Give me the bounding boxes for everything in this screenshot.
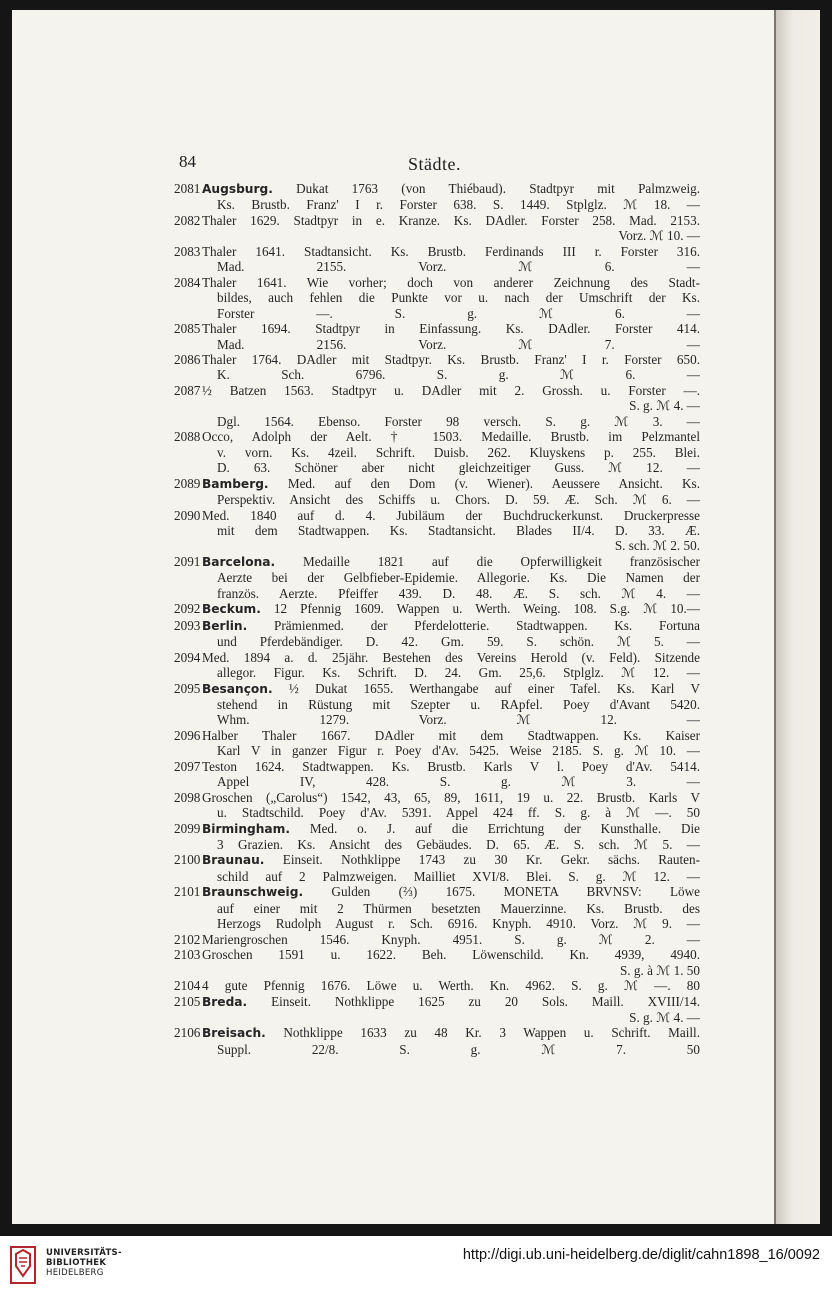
entry-text: Whm. 1279. Vorz. ℳ 12. —	[217, 712, 700, 728]
catalogue-entry	[156, 383, 700, 429]
catalogue-entry	[156, 1025, 700, 1057]
entry-keyword: Augsburg.	[202, 182, 273, 196]
entry-number: 2104	[174, 978, 201, 994]
entry-text: S. g. ℳ 4. —	[629, 398, 700, 414]
entry-line	[202, 901, 700, 916]
entry-line	[202, 743, 700, 758]
entry-line	[202, 697, 700, 712]
entry-line	[202, 805, 700, 820]
entry-text: Med. o. J. auf die Errichtung der Kunsthalle. Die	[309, 820, 700, 836]
entry-line	[202, 869, 700, 884]
entry-line	[202, 759, 700, 774]
entry-text: Medaille 1821 auf die Opferwilligkeit französischer	[302, 553, 700, 569]
entry-text: K. Sch. 6796. S. g. ℳ 6. —	[217, 367, 700, 383]
entry-line	[202, 837, 700, 852]
entry-text: Thaler 1764. DAdler mit Stadtpyr. Ks. Brustb. Franz' I r. Forster 650.	[202, 351, 700, 367]
entry-number: 2090	[174, 507, 201, 523]
entry-number: 2096	[174, 727, 201, 743]
entry-keyword: Barcelona.	[202, 554, 276, 569]
library-name-line: BIBLIOTHEK	[46, 1258, 107, 1268]
catalogue-entry	[156, 321, 700, 352]
entry-number: 2099	[174, 820, 201, 836]
entry-text: Med. 1894 a. d. 25jähr. Bestehen des Vereins Herold (v. Feld). Sitzende	[202, 649, 700, 665]
entry-line	[202, 259, 700, 274]
entry-line	[202, 383, 700, 398]
entry-line	[202, 398, 700, 413]
entry-text: und Pferdebändiger. D. 42. Gm. 59. S. schön. ℳ 5. —	[217, 634, 700, 650]
catalogue-entry	[156, 650, 700, 681]
entry-number: 2085	[174, 321, 201, 337]
entry-line	[202, 337, 700, 352]
entry-text: Mad. 2156. Vorz. ℳ 7. —	[217, 336, 700, 352]
entry-text: Med. 1840 auf d. 4. Jubiläum der Buchdruckerkunst. Druckerpresse	[202, 507, 700, 523]
entry-text: Thaler 1641. Stadtansicht. Ks. Brustb. Ferdinands III r. Forster 316.	[202, 243, 700, 259]
entry-line	[202, 1025, 700, 1041]
catalogue-entry	[156, 244, 700, 275]
entry-number: 2097	[174, 758, 201, 774]
entry-text: 12 Pfennig 1609. Wappen u. Werth. Weing. 108. S.g. ℳ 10.—	[273, 601, 700, 617]
entry-text: Vorz. ℳ 10. —	[618, 228, 700, 244]
entry-number: 2092	[174, 601, 201, 617]
entry-line	[202, 508, 700, 523]
entry-line	[202, 681, 700, 697]
catalogue-entry	[156, 476, 700, 508]
entry-line	[202, 790, 700, 805]
entry-number: 2083	[174, 243, 201, 259]
entry-text: Dukat 1763 (von Thiébaud). Stadtpyr mit Palmzweig.	[296, 181, 700, 196]
entry-text: v. vorn. Ks. 4zeil. Schrift. Duisb. 262. Kluyskens p. 255. Blei.	[217, 444, 700, 460]
entry-text: mit dem Stadtwappen. Ks. Stadtansicht. Blades II/4. D. 33. Æ.	[217, 522, 700, 538]
entry-number: 2103	[174, 947, 201, 963]
catalogue-entry	[156, 618, 700, 650]
entry-line	[202, 445, 700, 460]
entry-line	[202, 618, 700, 634]
catalogue-entry	[156, 790, 700, 821]
entry-keyword: Braunschweig.	[202, 885, 304, 900]
entry-number: 2106	[174, 1025, 201, 1041]
entry-line	[202, 460, 700, 475]
library-name-line: HEIDELBERG	[46, 1268, 104, 1278]
entry-line	[202, 947, 700, 962]
entry-text: S. g. ℳ 4. —	[629, 1010, 700, 1026]
entry-line	[202, 306, 700, 321]
entry-keyword: Besançon.	[202, 681, 273, 696]
entry-text: Groschen 1591 u. 1622. Beh. Löwenschild. Kn. 4939, 4940.	[202, 947, 700, 963]
entry-number: 2102	[174, 931, 201, 947]
entry-line	[202, 554, 700, 570]
entry-text: S. sch. ℳ 2. 50.	[614, 538, 700, 554]
entry-line	[202, 538, 700, 553]
entry-line	[202, 414, 700, 429]
catalogue-entry	[156, 759, 700, 790]
entry-keyword: Bamberg.	[202, 476, 269, 491]
entry-text: französ. Aerzte. Pfeiffer 439. D. 48. Æ. S. sch. ℳ 4. —	[217, 585, 700, 601]
entry-line	[202, 429, 700, 444]
entry-text: Med. auf den Dom (v. Wiener). Aeussere Ansicht. Ks.	[287, 475, 700, 491]
entry-text: schild auf 2 Palmzweigen. Mailliet XVI/8. Blei. S. g. ℳ 12. —	[217, 868, 700, 884]
entry-line	[202, 1010, 700, 1025]
entry-number: 2087	[174, 382, 201, 398]
entry-number: 2082	[174, 212, 201, 228]
entry-line	[202, 728, 700, 743]
entry-text: ½ Dukat 1655. Werthangabe auf einer Tafel. Ks. Karl V	[288, 680, 700, 696]
entry-text: Forster —. S. g. ℳ 6. —	[217, 305, 700, 321]
catalogue-entry	[156, 275, 700, 321]
entry-text: Einseit. Nothklippe 1743 zu 30 Kr. Gekr. sächs. Rauten-	[282, 852, 700, 868]
entry-keyword: Breisach.	[202, 1026, 266, 1041]
entry-line	[202, 352, 700, 367]
library-name-line: UNIVERSITÄTS-	[46, 1248, 122, 1258]
entry-keyword: Breda.	[202, 994, 248, 1009]
entry-text: Thaler 1694. Stadtpyr in Einfassung. Ks. DAdler. Forster 414.	[202, 321, 700, 337]
entry-text: Groschen („Carolus“) 1542, 43, 65, 89, 1611, 19 u. 22. Brustb. Karls V	[202, 789, 700, 805]
entry-text: 4 gute Pfennig 1676. Löwe u. Werth. Kn. 4962. S. g. ℳ —. 80	[202, 978, 700, 994]
entry-line	[202, 665, 700, 680]
source-url-link[interactable]: http://digi.ub.uni-heidelberg.de/diglit/cahn1898_16/0092	[462, 1247, 820, 1263]
catalogue-entry	[156, 554, 700, 601]
entry-line	[202, 321, 700, 336]
catalogue-entry	[156, 213, 700, 244]
entry-text: Ks. Brustb. Franz' I r. Forster 638. S. 1449. Stplglz. ℳ 18. —	[217, 197, 700, 213]
catalogue-entry	[156, 852, 700, 884]
entry-line	[202, 884, 700, 900]
catalogue-entry	[156, 978, 700, 993]
catalogue-entry	[156, 508, 700, 554]
entry-text: stehend in Rüstung mit Szepter u. RApfel. Poey d'Avant 5420.	[217, 696, 700, 712]
entry-line	[202, 650, 700, 665]
university-seal-icon	[10, 1246, 36, 1284]
entry-line	[202, 290, 700, 305]
entry-line	[202, 978, 700, 993]
entry-line	[202, 821, 700, 837]
entry-text: auf einer mit 2 Thürmen besetzten Mauerzinne. Ks. Brustb. des	[217, 900, 700, 916]
catalogue-entry	[156, 681, 700, 728]
catalogue-entry	[156, 429, 700, 475]
page-header	[12, 152, 774, 182]
entry-text: Einseit. Nothklippe 1625 zu 20 Sols. Maill. XVIII/14.	[271, 993, 700, 1009]
entry-line	[202, 523, 700, 538]
entry-text: Thaler 1629. Stadtpyr in e. Kranze. Ks. DAdler. Forster 258. Mad. 2153.	[202, 212, 700, 228]
entry-keyword: Beckum.	[202, 602, 261, 617]
entry-line	[202, 586, 700, 601]
entry-text: bildes, auch fehlen die Punkte vor u. nach der Umschrift der Ks.	[217, 290, 700, 306]
entry-number: 2084	[174, 274, 201, 290]
entry-line	[202, 228, 700, 243]
entry-number: 2089	[174, 475, 201, 491]
catalogue-entries	[156, 181, 700, 1057]
entry-line	[202, 367, 700, 382]
catalogue-entry	[156, 947, 700, 978]
entry-number: 2105	[174, 993, 201, 1009]
entry-line	[202, 570, 700, 585]
entry-text: Appel IV, 428. S. g. ℳ 3. —	[217, 774, 700, 790]
entry-number: 2100	[174, 852, 201, 868]
entry-text: Occo, Adolph der Aelt. † 1503. Medaille. Brustb. im Pelzmantel	[202, 429, 700, 445]
entry-number: 2086	[174, 351, 201, 367]
entry-text: Prämienmed. der Pferdelotterie. Stadtwappen. Ks. Fortuna	[274, 617, 700, 633]
entry-keyword: Braunau.	[202, 853, 265, 868]
entry-text: Herzogs Rudolph August r. Sch. 6916. Knyph. 4910. Vorz. ℳ 9. —	[217, 916, 700, 932]
entry-number: 2088	[174, 429, 201, 445]
entry-text: Aerzte bei der Gelbfieber-Epidemie. Allegorie. Ks. Die Namen der	[217, 570, 700, 586]
entry-line	[202, 916, 700, 931]
entry-number: 2094	[174, 649, 201, 665]
entry-text: Teston 1624. Stadtwappen. Ks. Brustb. Karls V l. Poey d'Av. 5414.	[202, 758, 700, 774]
page-edge	[774, 10, 820, 1224]
entry-text: allegor. Figur. Ks. Schrift. D. 24. Gm. 25,6. Stplglz. ℳ 12. —	[217, 665, 700, 681]
entry-text: ½ Batzen 1563. Stadtpyr u. DAdler mit 2. Grossh. u. Forster —.	[202, 382, 700, 398]
catalogue-entry	[156, 884, 700, 931]
entry-line	[202, 601, 700, 617]
entry-number: 2101	[174, 884, 201, 900]
entry-number: 2095	[174, 680, 201, 696]
entry-line	[202, 963, 700, 978]
entry-line	[202, 712, 700, 727]
entry-text: Mariengroschen 1546. Knyph. 4951. S. g. ℳ 2. —	[202, 931, 700, 947]
entry-text: Halber Thaler 1667. DAdler mit dem Stadtwappen. Ks. Kaiser	[202, 727, 700, 743]
entry-number: 2081	[174, 181, 201, 196]
catalogue-entry	[156, 994, 700, 1026]
entry-text: Gulden (⅔) 1675. MONETA BRVNSV: Löwe	[331, 884, 700, 900]
entry-keyword: Berlin.	[202, 618, 248, 633]
entry-text: D. 63. Schöner aber nicht gleichzeitiger Guss. ℳ 12. —	[217, 460, 700, 476]
entry-number: 2093	[174, 617, 201, 633]
entry-text: Mad. 2155. Vorz. ℳ 6. —	[217, 259, 700, 275]
entry-text: Nothklippe 1633 zu 48 Kr. 3 Wappen u. Schrift. Maill.	[283, 1025, 700, 1041]
entry-number: 2098	[174, 789, 201, 805]
running-title: Städte.	[408, 154, 461, 174]
entry-text: u. Stadtschild. Poey d'Av. 5391. Appel 424 ff. S. g. à ℳ —. 50	[217, 805, 700, 821]
entry-keyword: Birmingham.	[202, 821, 290, 836]
page-number: 84	[179, 152, 196, 171]
entry-line	[202, 213, 700, 228]
entry-line	[202, 181, 700, 197]
catalogue-entry	[156, 601, 700, 617]
entry-text: Perspektiv. Ansicht des Schiffs u. Chors. D. 59. Æ. Sch. ℳ 6. —	[217, 492, 700, 508]
catalogue-entry	[156, 728, 700, 759]
entry-text: 3 Grazien. Ks. Ansicht des Gebäudes. D. 65. Æ. S. sch. ℳ 5. —	[217, 837, 700, 853]
entry-line	[202, 492, 700, 507]
entry-text: Dgl. 1564. Ebenso. Forster 98 versch. S. g. ℳ 3. —	[217, 413, 700, 429]
entry-line	[202, 244, 700, 259]
entry-line	[202, 852, 700, 868]
catalogue-entry	[156, 352, 700, 383]
catalogue-entry	[156, 821, 700, 853]
footer	[0, 1236, 832, 1295]
entry-line	[202, 634, 700, 649]
entry-text: Karl V in ganzer Figur r. Poey d'Av. 5425. Weise 2185. S. g. ℳ 10. —	[217, 743, 700, 759]
entry-line	[202, 197, 700, 212]
entry-line	[202, 932, 700, 947]
library-name	[46, 1248, 122, 1278]
entry-text: Suppl. 22/8. S. g. ℳ 7. 50	[217, 1041, 700, 1057]
entry-line	[202, 275, 700, 290]
entry-line	[202, 774, 700, 789]
entry-line	[202, 994, 700, 1010]
entry-number: 2091	[174, 553, 201, 569]
catalogue-entry	[156, 181, 700, 213]
entry-text: S. g. à ℳ 1. 50	[619, 962, 700, 978]
entry-line	[202, 476, 700, 492]
entry-text: Thaler 1641. Wie vorher; doch von anderer Zeichnung des Stadt-	[202, 274, 700, 290]
catalogue-entry	[156, 932, 700, 947]
entry-line	[202, 1042, 700, 1057]
